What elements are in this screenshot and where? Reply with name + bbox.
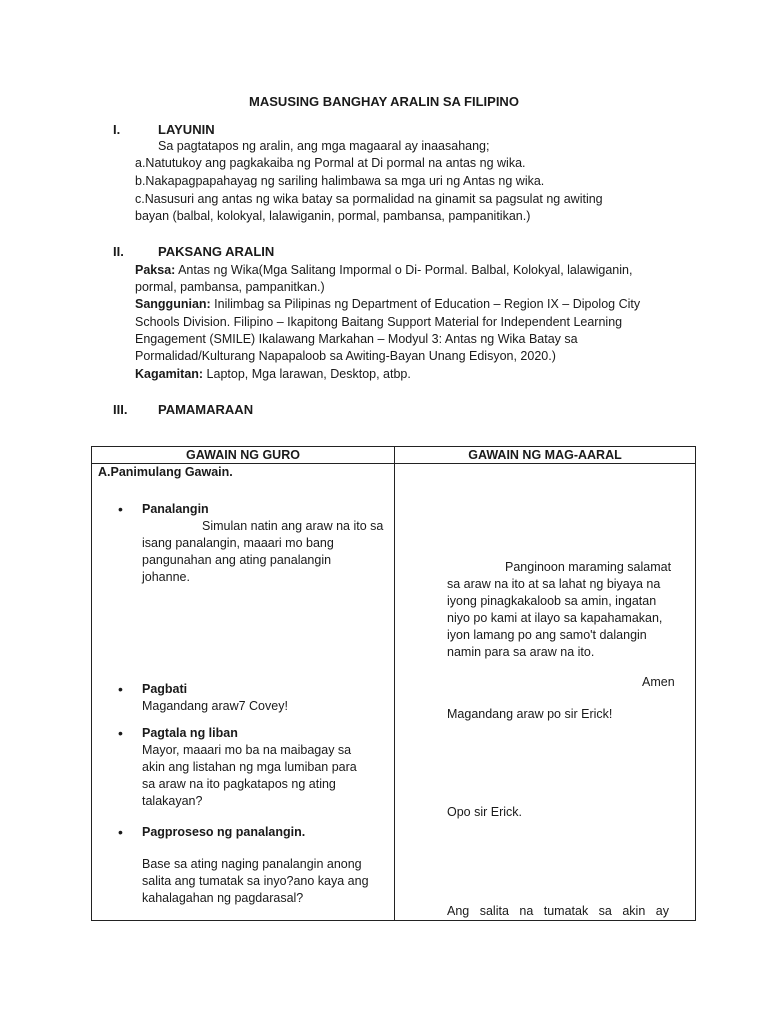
student-prayer-text: sa araw na ito at sa lahat ng biyaya na <box>447 577 661 591</box>
pagtala-text: sa araw na ito pagkatapos ng ating <box>142 777 336 791</box>
student-prayer-text: iyon lamang po ang samo't dalangin <box>447 628 647 642</box>
student-answer: Ang salita na tumatak sa akin ay <box>447 904 669 918</box>
section-3-title: PAMAMARAAN <box>158 402 254 417</box>
sanggunian-text-cont: Schools Division. Filipino – Ikapitong Baitang Support Material for Independent Learning <box>135 315 623 329</box>
student-greeting: Magandang araw po sir Erick! <box>447 707 613 721</box>
sanggunian-text: Inilimbag sa Pilipinas ng Department of Education – Region IX – Dipolog City <box>210 297 641 311</box>
panalangin-text: isang panalangin, maaari mo bang <box>142 536 334 550</box>
sanggunian-text-cont: Pormalidad/Kulturang Napapaloob sa Awiting-Bayan Unang Edisyon, 2020.) <box>135 349 556 363</box>
teacher-activity-cell <box>92 464 394 920</box>
paksa-line <box>135 262 632 279</box>
pagbati-text: Magandang araw7 Covey! <box>142 699 288 713</box>
panalangin-text: pangunahan ang ating panalangin <box>142 553 332 567</box>
kagamitan-label: Kagamitan: <box>135 367 204 381</box>
paksa-label: Paksa: <box>135 263 176 277</box>
kagamitan-text: Laptop, Mga larawan, Desktop, atbp. <box>203 367 411 381</box>
pagtala-title: Pagtala ng liban <box>142 726 238 740</box>
section-3-number: III. <box>113 402 128 417</box>
header-gawain-guro: GAWAIN NG GURO <box>92 447 395 464</box>
panimulang-gawain-heading: A.Panimulang Gawain. <box>98 465 233 479</box>
bullet-icon: • <box>118 725 123 741</box>
objective-item: bayan (balbal, kolokyal, lalawiganin, pormal, pambansa, pampanitikan.) <box>135 209 531 223</box>
section-1-title: LAYUNIN <box>158 122 215 137</box>
section-1-intro: Sa pagtatapos ng aralin, ang mga magaaral ay inaasahang; <box>158 139 490 153</box>
student-prayer-text: namin para sa araw na ito. <box>447 645 595 659</box>
pagproseso-text: Base sa ating naging panalangin anong <box>142 857 362 871</box>
paksa-text: Antas ng Wika(Mga Salitang Impormal o Di- Pormal. Balbal, Kolokyal, lalawiganin, <box>175 263 633 277</box>
bullet-icon: • <box>118 824 123 840</box>
paksa-text-cont: pormal, pambansa, pampanitkan.) <box>135 280 325 294</box>
objective-item: c.Nasusuri ang antas ng wika batay sa pormalidad na ginamit sa pagsulat ng awiting <box>135 192 603 206</box>
pagproseso-text: kahalagahan ng pagdarasal? <box>142 891 304 905</box>
student-activity-cell <box>395 464 695 920</box>
sanggunian-label: Sanggunian: <box>135 297 211 311</box>
pagtala-text: akin ang listahan ng mga lumiban para <box>142 760 357 774</box>
bullet-icon: • <box>118 681 123 697</box>
objective-item: a.Natutukoy ang pagkakaiba ng Pormal at Di pormal na antas ng wika. <box>135 156 526 170</box>
lesson-procedure-table <box>91 446 696 921</box>
page-title: MASUSING BANGHAY ARALIN SA FILIPINO <box>249 94 519 109</box>
bullet-icon: • <box>118 501 123 517</box>
pagbati-title: Pagbati <box>142 682 188 696</box>
pagtala-text: Mayor, maaari mo ba na maibagay sa <box>142 743 352 757</box>
student-amen: Amen <box>642 675 675 689</box>
pagproseso-text: salita ang tumatak sa inyo?ano kaya ang <box>142 874 369 888</box>
student-opo: Opo sir Erick. <box>447 805 523 819</box>
student-prayer-text: niyo po kami at ilayo sa kapahamakan, <box>447 611 663 625</box>
section-2-title: PAKSANG ARALIN <box>158 244 275 259</box>
section-2-number: II. <box>113 244 124 259</box>
kagamitan-line <box>135 366 411 383</box>
panalangin-title: Panalangin <box>142 502 209 516</box>
sanggunian-line <box>135 296 640 313</box>
panalangin-text: Simulan natin ang araw na ito sa <box>202 519 384 533</box>
pagproseso-title: Pagproseso ng panalangin. <box>142 825 306 839</box>
section-1-number: I. <box>113 122 121 137</box>
sanggunian-text-cont: Engagement (SMILE) Ikalawang Markahan – Modyul 3: Antas ng Wika Batay sa <box>135 332 578 346</box>
pagtala-text: talakayan? <box>142 794 203 808</box>
panalangin-text: johanne. <box>142 570 190 584</box>
header-gawain-mag-aaral: GAWAIN NG MAG-AARAL <box>395 447 696 464</box>
student-prayer-text: Panginoon maraming salamat <box>505 560 672 574</box>
student-prayer-text: iyong pinagkakaloob sa amin, ingatan <box>447 594 657 608</box>
objective-item: b.Nakapagpapahayag ng sariling halimbawa sa mga uri ng Antas ng wika. <box>135 174 545 188</box>
